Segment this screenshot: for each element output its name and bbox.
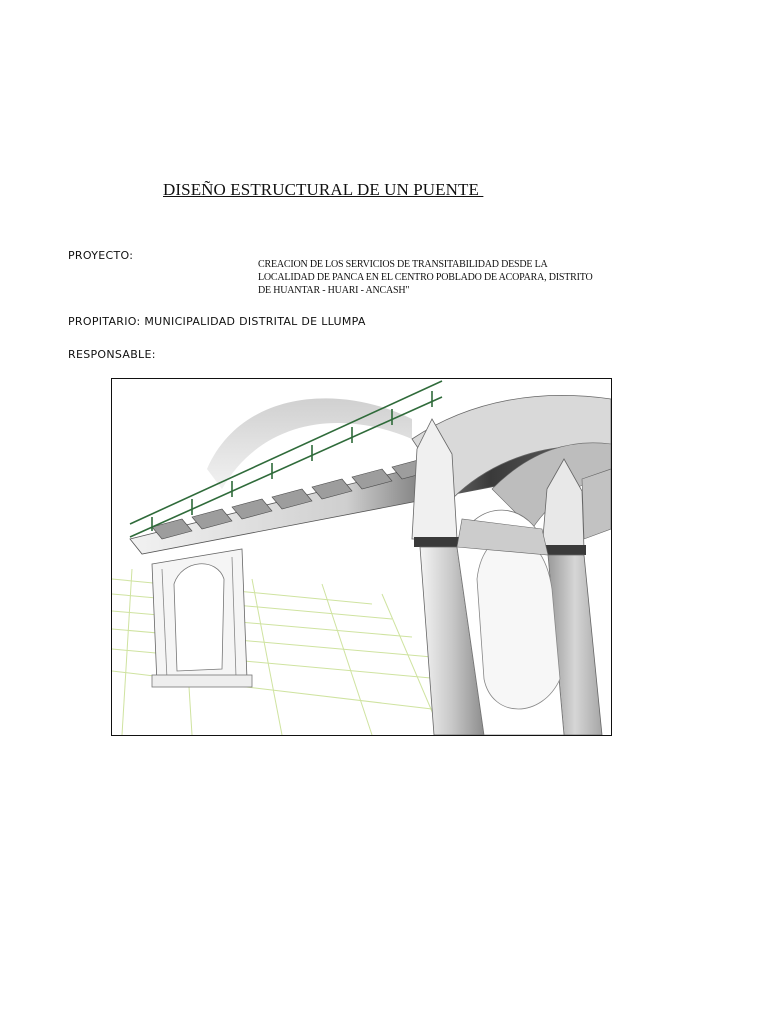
document-title: DISEÑO ESTRUCTURAL DE UN PUENTE	[163, 180, 484, 199]
project-label: PROYECTO:	[68, 249, 134, 262]
owner-line: PROPITARIO: MUNICIPALIDAD DISTRITAL DE LLUMPA	[68, 315, 366, 328]
responsible-label: RESPONSABLE:	[68, 348, 156, 361]
bridge-illustration	[111, 378, 612, 736]
project-description-line: CREACION DE LOS SERVICIOS DE TRANSITABILIDAD DESDE LA	[258, 259, 548, 270]
left-pier	[152, 549, 252, 687]
bridge-drawing	[112, 379, 611, 735]
project-description-line: LOCALIDAD DE PANCA EN EL CENTRO POBLADO DE ACOPARA, DISTRITO	[258, 272, 593, 283]
side-beam	[582, 469, 611, 539]
project-description-line: DE HUANTAR - HUARI - ANCASH"	[258, 285, 410, 296]
project-description	[258, 258, 618, 297]
